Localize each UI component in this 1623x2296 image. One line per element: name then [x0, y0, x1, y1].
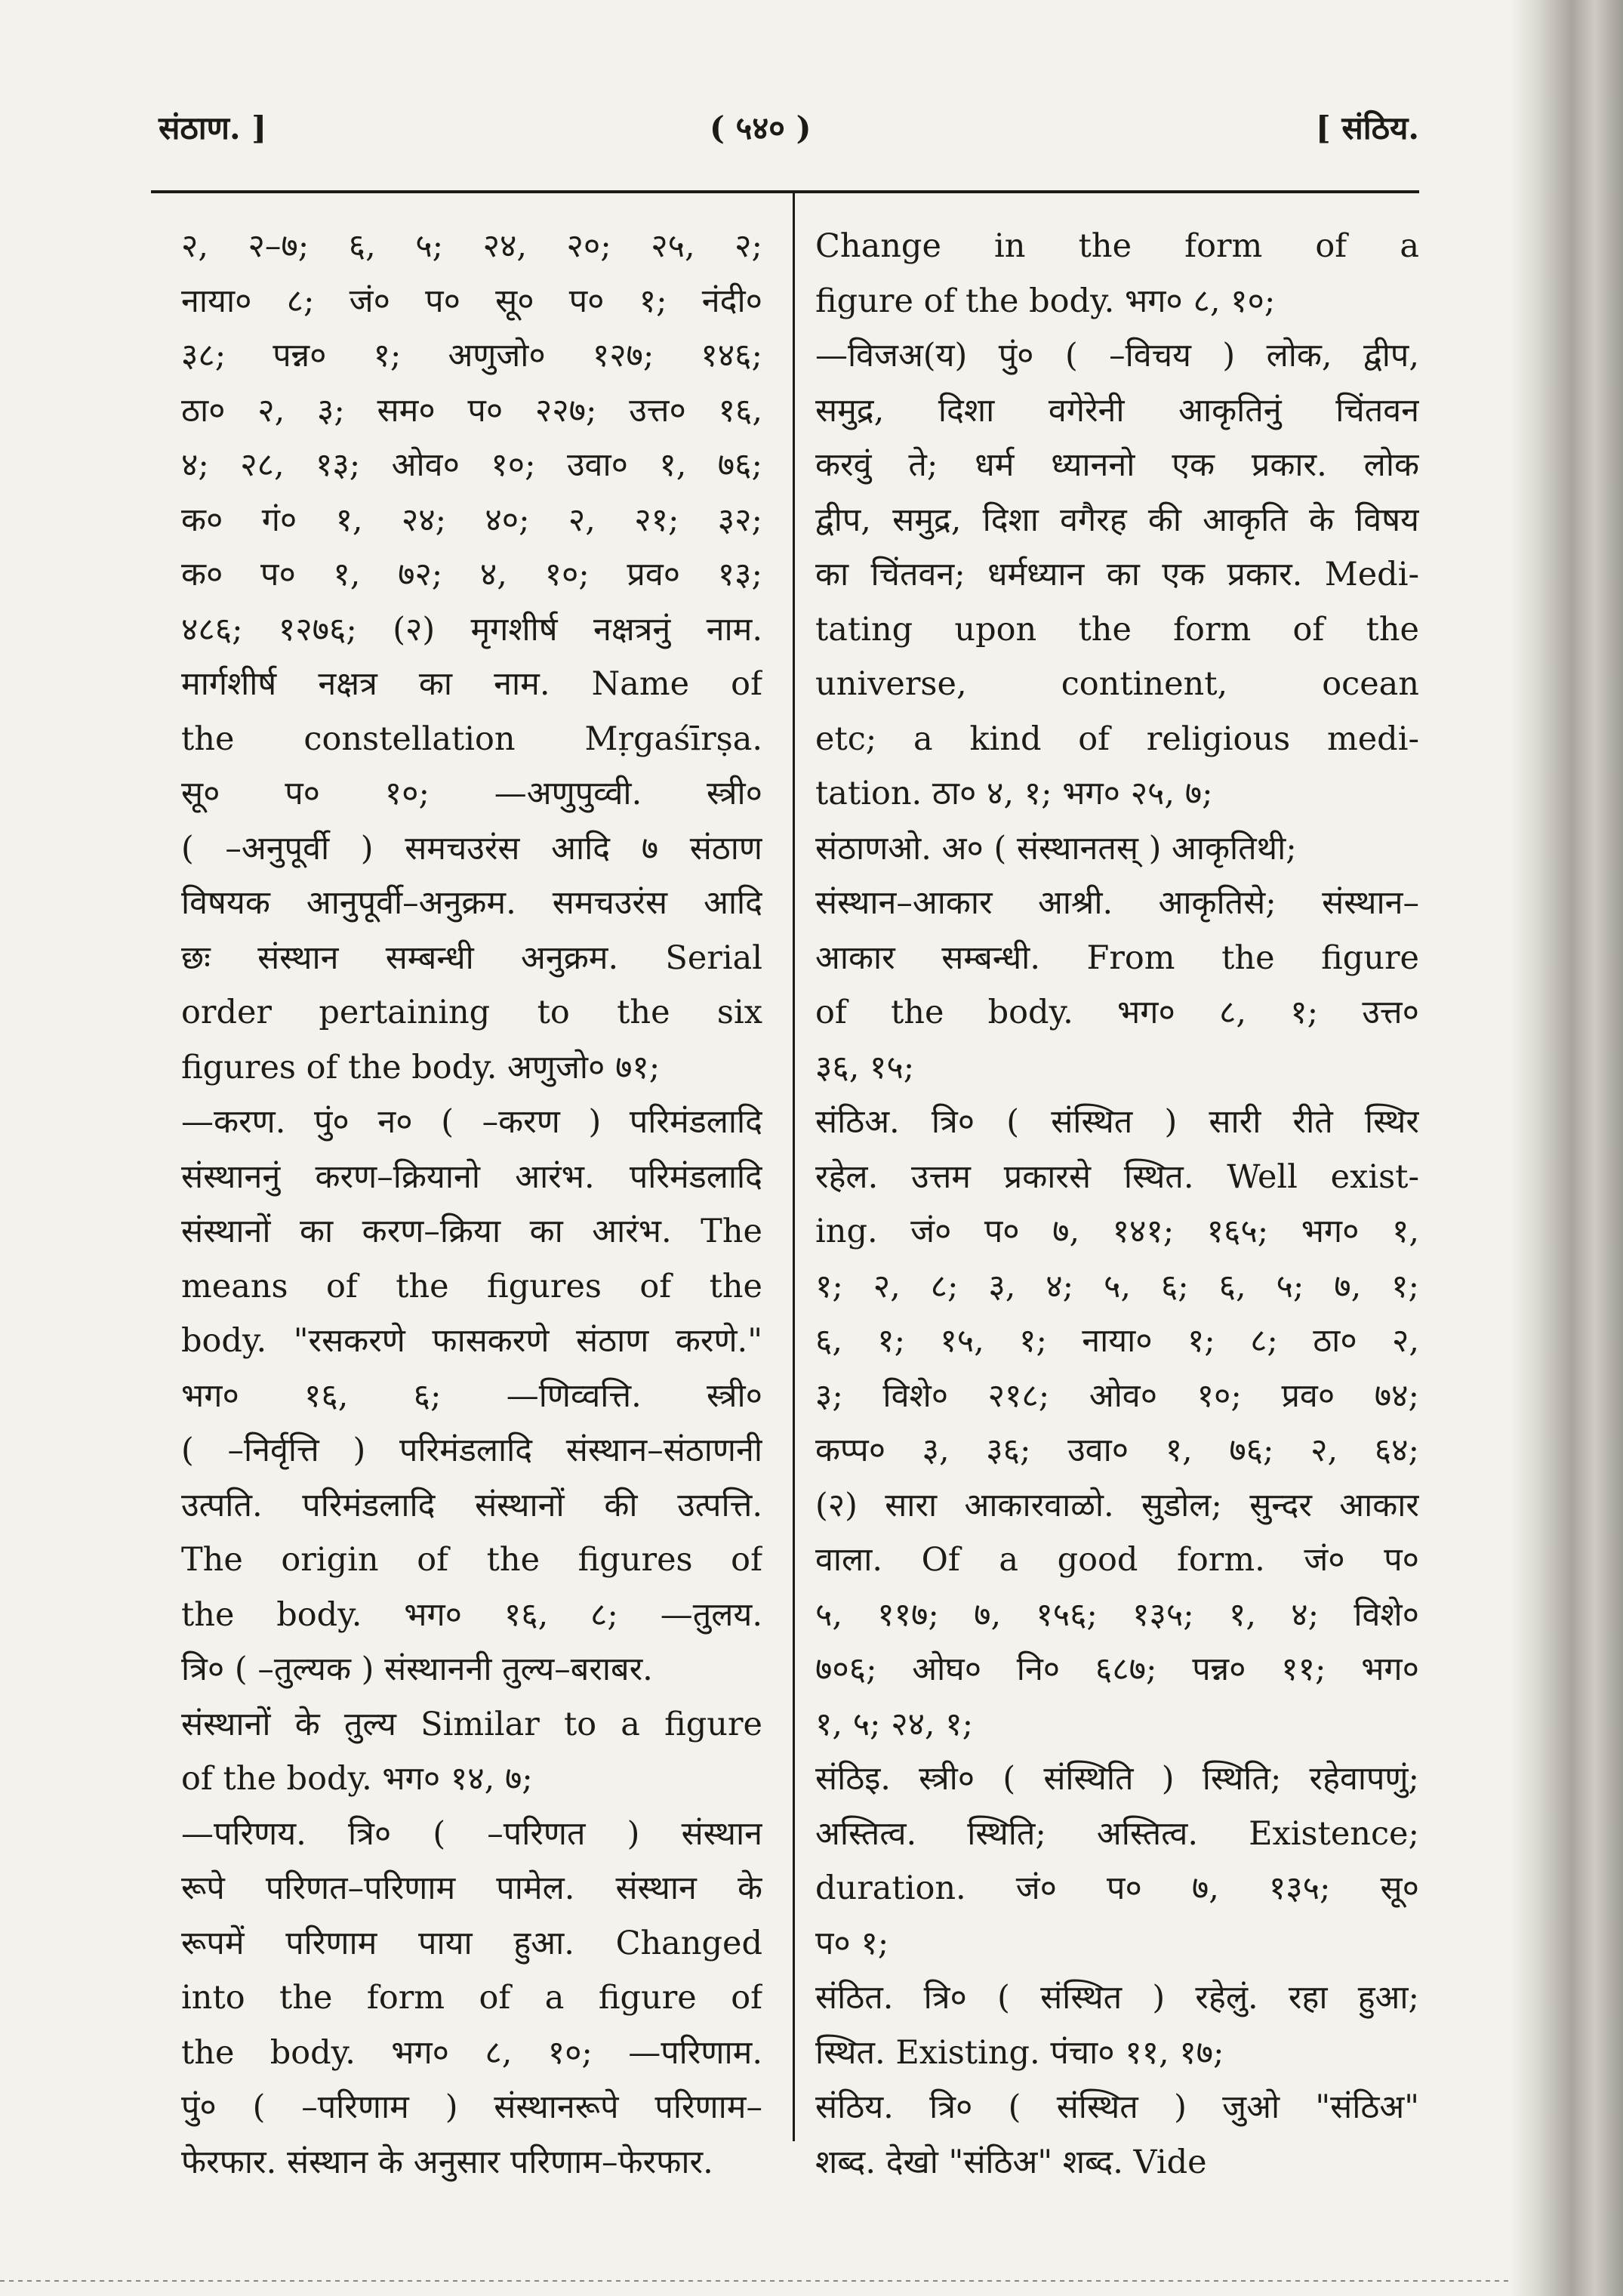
text-line: body. "रसकरणे फासकरणे संठाण करणे." — [181, 1322, 762, 1360]
text-line: संस्थाननुं करण–क्रियानो आरंभ. परिमंडलादि — [181, 1157, 762, 1196]
text-line: tation. ठा० ४, १; भग० २५, ७; — [815, 775, 1213, 812]
text-line: त्रि० ( –तुल्यक ) संस्थाननी तुल्य–बराबर. — [181, 1650, 653, 1688]
text-line: ( –निर्वृत्ति ) परिमंडलादि संस्थान–संठाणनी — [181, 1432, 762, 1469]
text-line: —करण. पुं० न० ( –करण ) परिमंडलादि — [181, 1103, 762, 1141]
text-line: स्थित. Existing. पंचा० ११, १७; — [815, 2033, 1224, 2072]
text-line: कप्प० ३, ३६; उवा० १, ७६; २, ६४; — [815, 1432, 1419, 1469]
text-line: आकार सम्बन्धी. From the figure — [815, 938, 1419, 977]
text-line: ७०६; ओघ० नि० ६८७; पन्न० ११; भग० — [815, 1650, 1419, 1688]
text-line: विषयक आनुपूर्वी–अनुक्रम. समचउरंस आदि — [181, 884, 762, 922]
text-line: रूपमें परिणाम पाया हुआ. Changed — [181, 1924, 762, 1962]
text-line: ६, १; १५, १; नाया० १; ८; ठा० २, — [815, 1322, 1419, 1360]
text-line: क० गं० १, २४; ४०; २, २१; ३२; — [181, 501, 762, 539]
text-line: संठिय. त्रि० ( संस्थित ) जुओ "संठिअ" — [815, 2088, 1419, 2126]
text-line: मार्गशीर्ष नक्षत्र का नाम. Name of — [181, 665, 762, 703]
text-line: of the body. भग० ८, १; उत्त० — [815, 994, 1419, 1031]
text-line: करवुं ते; धर्म ध्याननो एक प्रकार. लोक — [815, 446, 1419, 484]
text-line: नाया० ८; जं० प० सू० प० १; नंदी० — [181, 282, 762, 320]
text-line: वाला. Of a good form. जं० प० — [815, 1541, 1419, 1579]
text-line: (२) सारा आकारवाळो. सुडोल; सुन्दर आकार — [815, 1486, 1419, 1524]
header-right-guide-word: [ संठिय. — [1315, 109, 1419, 146]
header-left-guide-word: संठाण. ] — [159, 109, 267, 146]
text-line: figure of the body. भग० ८, १०; — [815, 282, 1276, 320]
text-line: of the body. भग० १४, ७; — [181, 1760, 533, 1798]
text-line: प० १; — [815, 1924, 889, 1962]
left-column — [181, 219, 762, 2190]
text-line: समुद्र, दिशा वगेरेनी आकृतिनुं चिंतवन — [815, 391, 1419, 430]
text-line: universe, continent, ocean — [815, 665, 1419, 703]
text-line: क० प० १, ७२; ४, १०; प्रव० १३; — [181, 556, 762, 593]
text-line: फेरफार. संस्थान के अनुसार परिणाम–फेरफार. — [181, 2143, 713, 2181]
text-line: ठा० २, ३; सम० प० २२७; उत्त० १६, — [181, 391, 762, 430]
text-line: २, २–७; ६, ५; २४, २०; २५, २; — [181, 227, 762, 265]
column-divider — [793, 193, 795, 2141]
text-line: ३; विशे० २१८; ओव० १०; प्रव० ७४; — [815, 1376, 1419, 1415]
right-column — [815, 219, 1419, 2190]
text-line: द्वीप, समुद्र, दिशा वगैरह की आकृति के विषय — [815, 501, 1419, 539]
text-line: duration. जं० प० ७, १३५; सू० — [815, 1869, 1419, 1907]
text-line: ४८६; १२७६; (२) मृगशीर्ष नक्षत्रनुं नाम. — [181, 610, 762, 649]
text-line: संठिइ. स्त्री० ( संस्थिति ) स्थिति; रहेवापणुं; — [815, 1760, 1419, 1798]
page-number: ( ५४० ) — [710, 109, 812, 146]
text-line: रूपे परिणत–परिणाम पामेल. संस्थान के — [181, 1869, 762, 1907]
running-header — [159, 106, 1419, 159]
text-line: अस्तित्व. स्थिति; अस्तित्व. Existence; — [815, 1814, 1419, 1853]
text-line: संस्थानों का करण–क्रिया का आरंभ. The — [181, 1213, 762, 1250]
page-edge-shadow — [1510, 0, 1623, 2296]
text-line: Change in the form of a — [815, 227, 1419, 265]
text-line: means of the figures of the — [181, 1267, 762, 1305]
text-line: उत्पति. परिमंडलादि संस्थानों की उत्पत्ति. — [181, 1486, 762, 1524]
text-line: संस्थान–आकार आश्री. आकृतिसे; संस्थान– — [815, 884, 1419, 922]
footer-dotted-line — [0, 2280, 1510, 2282]
text-line: शब्द. देखो "संठिअ" शब्द. Vide — [815, 2143, 1207, 2181]
text-line: सू० प० १०; —अणुपुव्वी. स्त्री० — [181, 775, 762, 812]
text-line: ३६, १५; — [815, 1048, 915, 1086]
text-line: tating upon the form of the — [815, 610, 1419, 649]
text-line: पुं० ( –परिणाम ) संस्थानरूपे परिणाम– — [181, 2088, 762, 2126]
text-line: —परिणय. त्रि० ( –परिणत ) संस्थान — [181, 1814, 762, 1853]
text-line: संस्थानों के तुल्य Similar to a figure — [181, 1705, 762, 1743]
text-line: रहेल. उत्तम प्रकारसे स्थित. Well exist- — [815, 1157, 1419, 1196]
header-rule — [151, 190, 1419, 193]
text-line: ५, ११७; ७, १५६; १३५; १, ४; विशे० — [815, 1595, 1419, 1634]
text-line: order pertaining to the six — [181, 994, 762, 1031]
text-line: संठाणओ. अ० ( संस्थानतस् ) आकृतिथी; — [815, 829, 1297, 868]
text-line: संठित. त्रि० ( संस्थित ) रहेलुं. रहा हुआ; — [815, 1979, 1419, 2017]
text-line: The origin of the figures of — [181, 1541, 762, 1579]
text-line: figures of the body. अणुजो० ७१; — [181, 1048, 661, 1086]
text-line: etc; a kind of religious medi- — [815, 720, 1419, 758]
text-line: the body. भग० ८, १०; —परिणाम. — [181, 2033, 762, 2072]
text-line: भग० १६, ६; —णिव्वत्ति. स्त्री० — [181, 1376, 762, 1415]
text-line: छः संस्थान सम्बन्धी अनुक्रम. Serial — [181, 938, 762, 977]
text-line: the body. भग० १६, ८; —तुलय. — [181, 1595, 762, 1634]
text-line: का चिंतवन; धर्मध्यान का एक प्रकार. Medi- — [815, 556, 1419, 593]
text-line: संठिअ. त्रि० ( संस्थित ) सारी रीते स्थिर — [815, 1103, 1419, 1141]
text-line: ३८; पन्न० १; अणुजो० १२७; १४६; — [181, 337, 762, 374]
text-line: ing. जं० प० ७, १४१; १६५; भग० १, — [815, 1213, 1419, 1250]
text-line: —विजअ(य) पुं० ( –विचय ) लोक, द्वीप, — [815, 337, 1419, 374]
text-line: १; २, ८; ३, ४; ५, ६; ६, ५; ७, १; — [815, 1267, 1419, 1305]
text-line: ४; २८, १३; ओव० १०; उवा० १, ७६; — [181, 446, 762, 484]
text-line: the constellation Mṛgaśīrṣa. — [181, 720, 762, 758]
text-line: into the form of a figure of — [181, 1979, 762, 2017]
text-line: ( –अनुपूर्वी ) समचउरंस आदि ७ संठाण — [181, 829, 762, 868]
text-line: १, ५; २४, १; — [815, 1705, 974, 1743]
